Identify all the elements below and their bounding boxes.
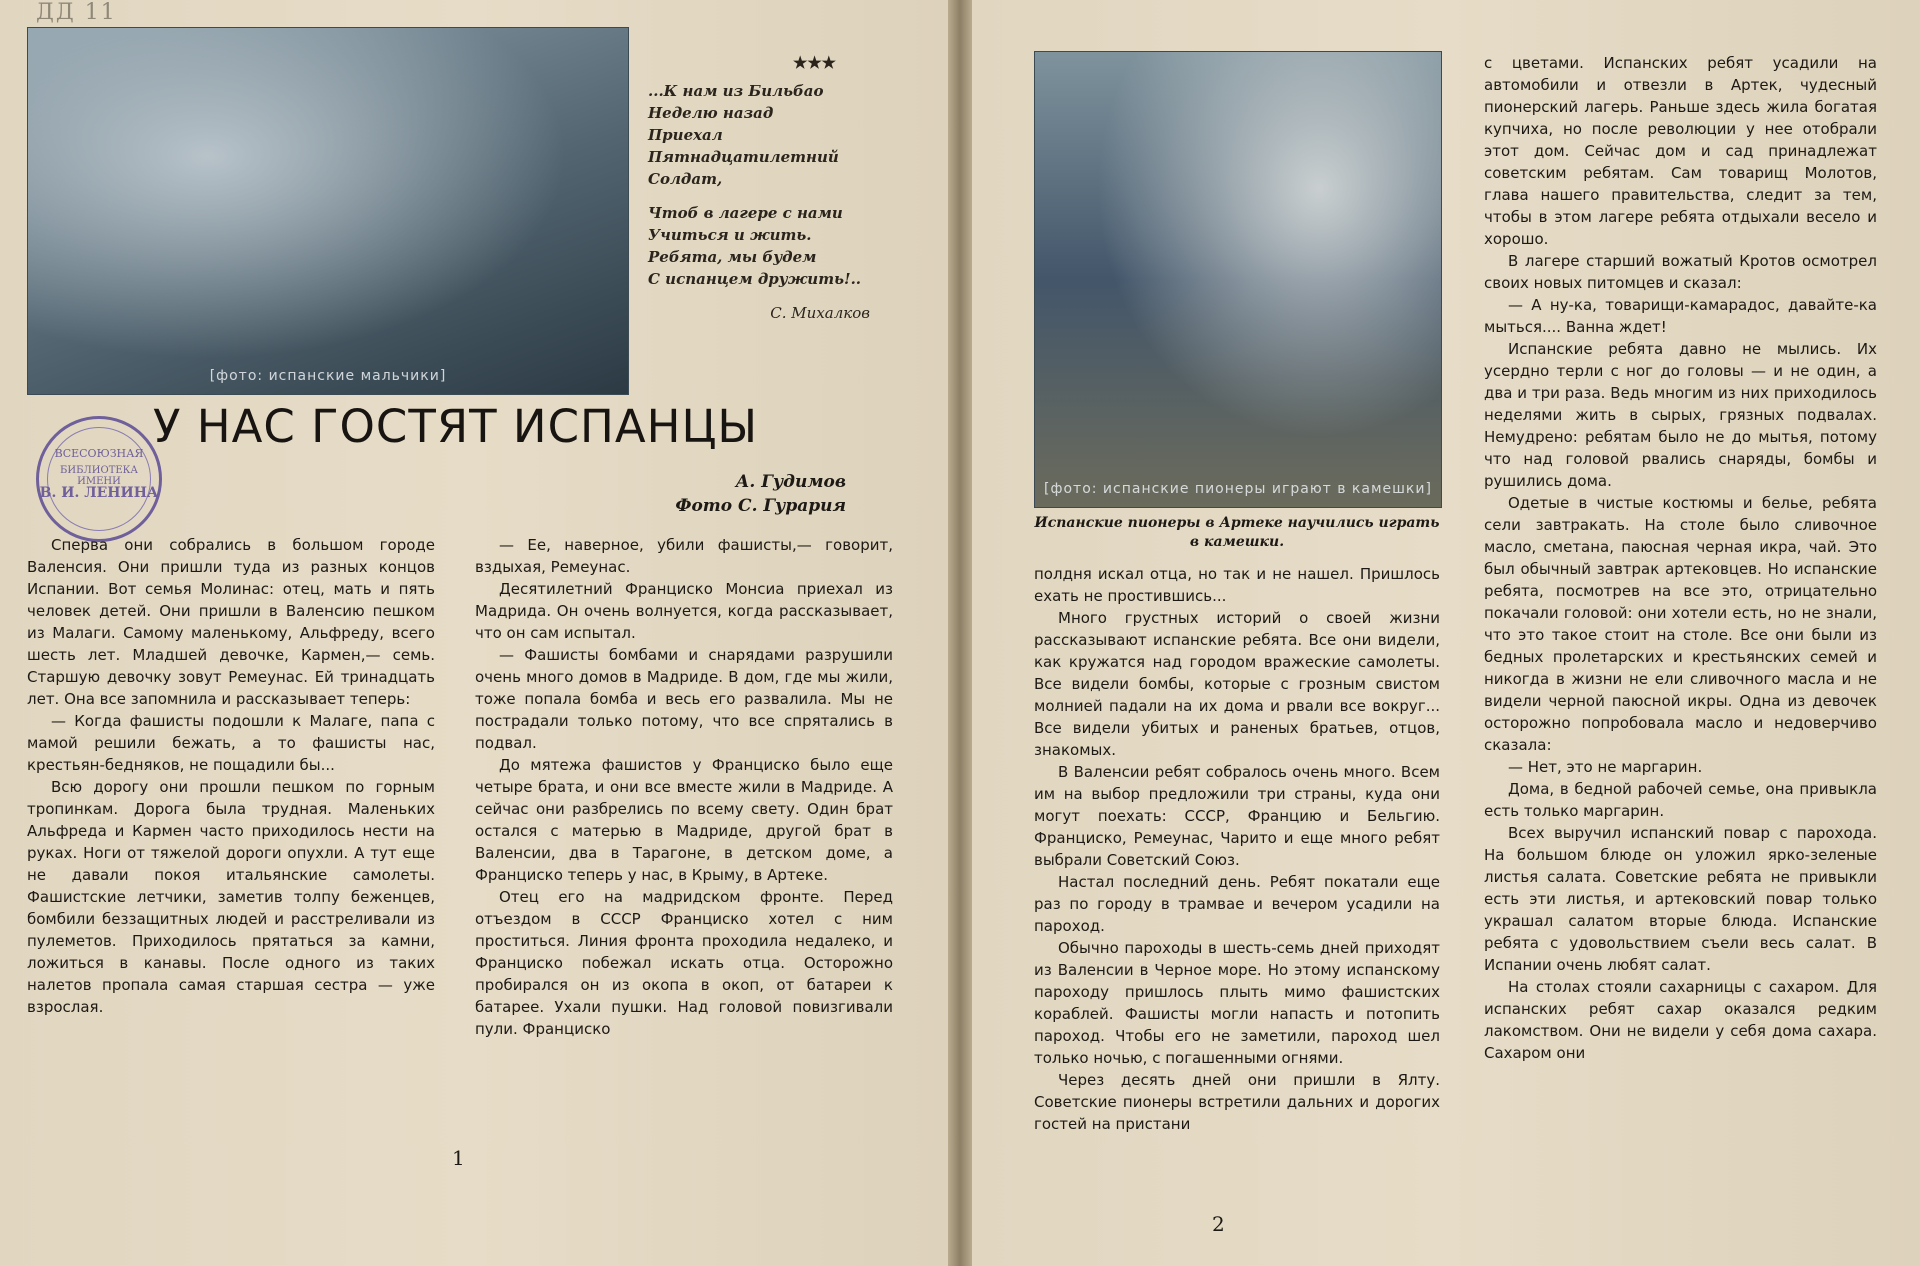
page-number-right: 2 [1212, 1212, 1225, 1236]
paragraph: До мятежа фашистов у Франциско было еще четыре брата, и они все вместе жили в Мадриде. А сейчас они разбрелись по всему свету. Один брат остался с матерью в Мадриде, другой брат в Валенсии, два в Тарагоне, в детском доме, а Франциско теперь у нас, в Крыму, в Артеке. [475, 756, 893, 884]
stars-ornament: ★★★ [792, 53, 836, 72]
paragraph: Всю дорогу они прошли пешком по горным тропинкам. Дорога была трудная. Маленьких Альфреда и Кармен часто приходилось нести на руках. Ноги от тяжелой дороги опухли. А тут еще не давали покоя итальянские самолеты. Фашистские летчики, заметив толпу беженцев, бомбили беззащитных людей и расстреливали из пулеметов. Приходилось прятаться за камни, ложиться в канавы. После одного из таких налетов пропала самая старшая сестра — уже взрослая. [27, 778, 435, 1016]
poem-author: С. Михалков [770, 304, 870, 322]
stamp-line: ВСЕСОЮЗНАЯ [54, 447, 144, 460]
photo-caption: Испанские пионеры в Артеке научились играть в камешки. [1034, 515, 1440, 550]
paragraph: Через десять дней они пришли в Ялту. Советские пионеры встретили дальних и дорогих гостей на пристани [1034, 1071, 1440, 1133]
paragraph: полдня искал отца, но так и не нашел. Пришлось ехать не простившись... [1034, 565, 1440, 605]
paragraph: Испанские ребята давно не мылись. Их усердно терли с ног до головы — и не один, а два и три раза. Ведь многим из них приходилось неделями жить в сырых, грязных подвалах. Немудрено: ребятам было не до мытья, потому что над головой рвались снаряды, бомбы и рушились дома. [1484, 340, 1877, 490]
photo-spanish-boys [27, 27, 629, 395]
article-title: У НАС ГОСТЯТ ИСПАНЦЫ [153, 400, 759, 453]
library-stamp [36, 416, 162, 542]
paragraph: Обычно пароходы в шесть-семь дней приходят из Валенсии в Черное море. Но этому испанскому пароходу пришлось плыть мимо фашистских кораблей. Фашисты могли напасть и потопить пароход. Чтобы его не заметили, пароход шел только ночью, с погашенными огнями. [1034, 939, 1440, 1067]
paragraph: Всех выручил испанский повар с парохода. На большом блюде он уложил ярко-зеленые листья салата. Советские ребята не привыкли есть эти листья, и артековский повар только украшал салатом вторые блюда. Испанские ребята с удовольствием съели весь салат. В Испании очень любят салат. [1484, 824, 1877, 974]
poem-line: С испанцем дружить!.. [648, 270, 862, 288]
poem-line: Учиться и жить. [648, 226, 812, 244]
paragraph: Сперва они собрались в большом городе Валенсия. Они пришли туда из разных концов Испании. Вот семья Молинас: отец, мать и пять человек детей. Они пришли в Валенсию пешком из Малаги. Самому маленькому, Альфреду, всего шесть лет. Младшей девочке, Кармен,— семь. Старшую девочку зовут Ремеунас. Ей тринадцать лет. Она все запомнила и рассказывает теперь: [27, 536, 435, 708]
paragraph: — А ну-ка, товарищи-камарадос, давайте-ка мыться.... Ванна ждет! [1484, 296, 1877, 336]
poem-stanza-1 [648, 80, 880, 190]
paragraph: Десятилетний Франциско Монсиа приехал из Мадрида. Он очень волнуется, когда рассказывает, что он сам испытал. [475, 580, 893, 642]
poem-line: Ребята, мы будем [648, 248, 817, 266]
paragraph: — Когда фашисты подошли к Малаге, папа с мамой решили бежать, а то фашисты нас, крестьян-бедняков, не пощадили бы... [27, 712, 435, 774]
poem-line: ...К нам из Бильбао [648, 82, 824, 100]
photo-credit: Фото С. Гурария [675, 496, 846, 516]
pencil-note: ДД 11 [36, 0, 117, 25]
photo-label: [фото: испанские мальчики] [209, 368, 447, 384]
stamp-line: В. И. ЛЕНИНА [39, 485, 159, 501]
spine-gutter [948, 0, 972, 1266]
paragraph: Дома, в бедной рабочей семье, она привыкла есть только маргарин. [1484, 780, 1877, 820]
poem-stanza-2 [648, 202, 880, 290]
paragraph: — Фашисты бомбами и снарядами разрушили очень много домов в Мадриде. В дом, где мы жили, тоже попала бомба и весь его развалила. Мы не пострадали только потому, что все спрятались в подвал. [475, 646, 893, 752]
right-page [972, 0, 1920, 1266]
left-page [0, 0, 948, 1266]
text-column-right-1 [1034, 563, 1440, 1203]
paragraph: — Ее, наверное, убили фашисты,— говорит, вздыхая, Ремеунас. [475, 536, 893, 576]
poem-line: Солдат, [648, 170, 723, 188]
text-column-right-2 [1484, 52, 1877, 1202]
paragraph: На столах стояли сахарницы с сахаром. Для испанских ребят сахар оказался редким лакомством. Они не видели у себя дома сахара. Сахаром они [1484, 978, 1877, 1062]
paragraph: с цветами. Испанских ребят усадили на автомобили и отвезли в Артек, чудесный пионерский лагерь. Раньше здесь жила богатая купчиха, но после революции у нее отобрали этот дом. Сейчас дом и сад принадлежат советским ребятам. Сам товарищ Молотов, глава нашего правительства, следит за тем, чтобы в этом лагере ребята отдыхали весело и хорошо. [1484, 54, 1877, 248]
credits [560, 470, 846, 518]
paragraph: — Нет, это не маргарин. [1508, 758, 1703, 776]
poem-line: Пятнадцатилетний [648, 148, 839, 166]
paragraph: В лагере старший вожатый Кротов осмотрел своих новых питомцев и сказал: [1484, 252, 1877, 292]
poem-line: Приехал [648, 126, 723, 144]
photo-label: [фото: испанские пионеры играют в камешки] [1044, 481, 1432, 497]
stamp-line: БИБЛИОТЕКА ИМЕНИ [60, 465, 138, 487]
poem [648, 52, 880, 324]
paragraph: Много грустных историй о своей жизни рассказывают испанские ребята. Все они видели, как кружатся над городом вражеские самолеты. Все видели бомбы, которые с грозным свистом молнией падали на их дома и рвали все вокруг... Все видели убитых и раненых братьев, отцов, знакомых. [1034, 609, 1440, 759]
poem-line: Неделю назад [648, 104, 774, 122]
paragraph: Отец его на мадридском фронте. Перед отъездом в СССР Франциско хотел с ним проститься. Линия фронта проходила недалеко, и Франциско побежал искать отца. Осторожно пробирался он из окопа в окоп, от батареи к батарее. Ухали пушки. Над головой повизгивали пули. Франциско [475, 888, 893, 1038]
paragraph: Одетые в чистые костюмы и белье, ребята сели завтракать. На столе было сливочное масло, сметана, паюсная черная икра, чай. Это был обычный завтрак артековцев. Но испанские ребята, посмотрев на все это, отрицательно покачали головой: они хотели есть, но не знали, что это такое стоит на столе. Все они были из бедных пролетарских и крестьянских семей и никогда в жизни не ели сливочного масла и не видели черной паюсной икры. Одна из девочек осторожно попробовала масло и недоверчиво сказала: [1484, 494, 1877, 754]
paragraph: Настал последний день. Ребят покатали еще раз по городу в трамвае и вечером усадили на пароход. [1034, 873, 1440, 935]
text-column-left-1 [27, 534, 435, 1124]
page-number-left: 1 [452, 1146, 465, 1170]
text-column-left-2 [475, 534, 893, 1124]
photo-pioneers [1034, 51, 1442, 508]
paragraph: В Валенсии ребят собралось очень много. Всем им на выбор предложили три страны, куда они могут поехать: СССР, Францию и Бельгию. Франциско, Ремеунас, Чарито и еще много ребят выбрали Советский Союз. [1034, 763, 1440, 869]
author-credit: А. Гудимов [735, 472, 846, 492]
poem-line: Чтоб в лагере с нами [648, 204, 843, 222]
